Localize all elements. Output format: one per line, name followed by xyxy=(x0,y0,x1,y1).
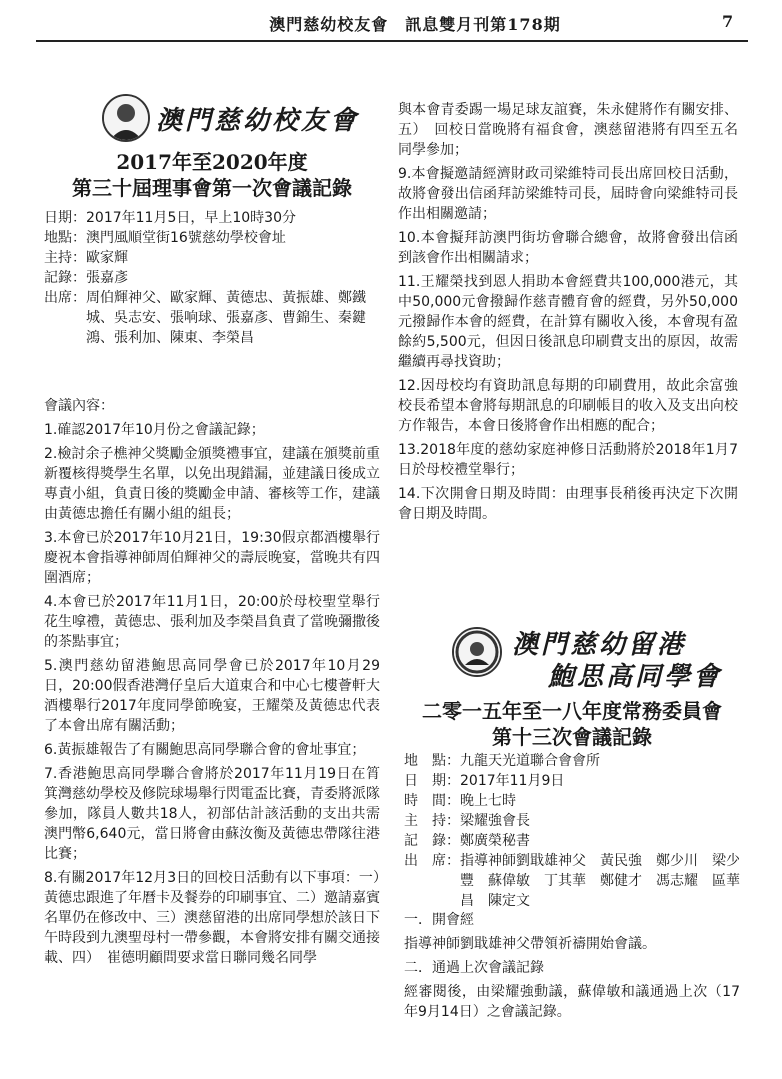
meta-row-date: 日期： 2017年11月5日，早上10時30分 xyxy=(44,210,296,226)
agenda-item: 13.2018年度的慈幼家庭神修日活動將於2018年1月7日於母校禮堂舉行； xyxy=(398,442,738,478)
meta-row-recorder: 記 錄： 鄭廣榮秘書 xyxy=(404,833,530,849)
meta-row-chair: 主 持： 梁耀強會長 xyxy=(404,813,530,829)
section-text: 經審閱後，由梁耀強動議，蘇偉敏和議通過上次（17年9月14日）之會議記錄。 xyxy=(404,984,740,1020)
agenda-item: 與本會青委踢一場足球友誼賽，朱永健將作有關安排、五） 回校日當晚將有福食會，澳慈留港將有四至五名同學參加； xyxy=(398,102,738,158)
meeting-content-right xyxy=(398,100,738,528)
meeting-content-left xyxy=(44,396,394,972)
newsletter-title: 澳門慈幼校友會 訊息雙月刊第178期 xyxy=(269,15,561,34)
agenda-item: 2.檢討余子樵神父獎勵金頒獎禮事宜，建議在頒獎前重新覆核得獎學生名單，以免出現錯漏，並建議日後成立專責小組，負責日後的獎勵金申請、審核等工作，建議由黃德忠擔任有關小組的組長； xyxy=(44,446,380,522)
meta-row-recorder: 記錄： 張嘉彥 xyxy=(44,270,128,286)
agenda-item: 6.黃振雄報告了有關鮑思高同學聯合會的會址事宜； xyxy=(44,742,366,758)
agenda-item: 14.下次開會日期及時間：由理事長稍後再決定下次開會日期及時間。 xyxy=(398,486,738,522)
meeting-meta-left xyxy=(44,208,380,348)
alumni-seal-icon xyxy=(452,627,502,677)
header-divider xyxy=(36,40,748,42)
meta-row-place: 地 點： 九龍天光道聯合會會所 xyxy=(404,753,600,769)
agenda-item: 1.確認2017年10月份之會議記錄； xyxy=(44,422,265,438)
section-heading: 一．開會經 xyxy=(404,912,474,928)
page-number: 7 xyxy=(722,12,734,31)
meta-row-attendees: 出 席： 指導神師劉戢雄神父 黃民強 鄭少川 梁少豐 蘇偉敏 丁其華 鄭健才 馮志耀 區華昌 陳定文 xyxy=(404,853,740,909)
agenda-item: 7.香港鮑思高同學聯合會將於2017年11月19日在筲箕灣慈幼學校及修院球場舉行閃電盃比賽，青委將派隊參加，隊員人數共18人，初部估計該活動的支出共需澳門幣6,640元，當日將會由蘇汝衡及黃德忠帶隊往港比賽； xyxy=(44,766,380,862)
org-name-left: 澳門慈幼校友會 xyxy=(156,106,360,136)
meeting-title-line1: 2017年至2020年度 xyxy=(116,150,308,174)
agenda-item: 5.澳門慈幼留港鮑思高同學會已於2017年10月29日，20:00假香港灣仔皇后大道東合和中心七樓薈軒大酒樓舉行2017年度同學節晚宴，王耀榮及黃德忠代表了本會出席有關活動； xyxy=(44,658,380,734)
section-heading: 二．通過上次會議記錄 xyxy=(404,960,544,976)
meta-row-time: 時 間： 晚上七時 xyxy=(404,793,516,809)
agenda-item: 11.王耀榮找到恩人捐助本會經費共100,000港元，其中50,000元會撥歸作慈青體育會的經費，另外50,000元撥歸作本會的經費，在計算有關收入後，本會現有盈餘約5,500元，但因日後訊息印刷費支出的原因，故需繼續再尋找資助； xyxy=(398,274,738,370)
agenda-item: 3.本會已於2017年10月21日，19:30假京都酒樓舉行慶祝本會指導神師周伯輝神父的壽辰晚宴，當晚共有四圍酒席； xyxy=(44,530,380,586)
portrait-logo-icon xyxy=(102,94,150,142)
meta-row-attendees: 出席： 周伯輝神父、歐家輝、黃德忠、黃振雄、鄭鐵城、吳志安、張响球、張嘉彥、曹錦生、秦鍵鴻、張利加、陳東、李榮昌 xyxy=(44,290,366,346)
meeting-sections-right xyxy=(404,910,740,1026)
meta-row-place: 地點： 澳門風順堂街16號慈幼學校會址 xyxy=(44,230,286,246)
agenda-item: 4.本會已於2017年11月1日，20:00於母校聖堂舉行花生嗱禮，黃德忠、張利加及李榮昌負責了當晚彌撒後的茶點事宜； xyxy=(44,594,380,650)
committee-title-line1: 二零一五年至一八年度常務委員會 xyxy=(422,699,722,723)
org-name-right-line2: 鮑思高同學會 xyxy=(548,662,723,692)
section-text: 指導神師劉戢雄神父帶領祈禱開始會議。 xyxy=(404,936,656,952)
page-header xyxy=(0,0,782,40)
meeting-title-line2: 第三十屆理事會第一次會議記錄 xyxy=(72,176,352,200)
meta-row-chair: 主持： 歐家輝 xyxy=(44,250,128,266)
org-name-right-line1: 澳門慈幼留港 xyxy=(512,630,687,660)
agenda-item: 10.本會擬拜訪澳門街坊會聯合總會，故將會發出信函到該會作出相關請求； xyxy=(398,230,738,266)
agenda-item: 12.因母校均有資助訊息每期的印刷費用，故此余富強校長希望本會將每期訊息的印刷帳目的收入及支出向校方作報告，本會日後將會作出相應的配合； xyxy=(398,378,738,434)
meeting-meta-right xyxy=(404,751,744,911)
committee-title-line2: 第十三次會議記錄 xyxy=(492,725,652,749)
content-heading: 會議內容： xyxy=(44,398,114,414)
agenda-item: 9.本會擬邀請經濟財政司梁維特司長出席回校日活動，故將會發出信函拜訪梁維特司長，屆時會向梁維特司長作出相關邀請； xyxy=(398,166,738,222)
meta-row-date: 日 期： 2017年11月9日 xyxy=(404,773,565,789)
agenda-item: 8.有關2017年12月3日的回校日活動有以下事項：一） 黃德忠跟進了年曆卡及餐券的印刷事宜、二）邀請嘉賓名單仍在修改中、三）澳慈留港的出席同學想於該日下午時段到九澳聖母村一帶參觀，本會將安排有關交通接載、四） 崔德明顧問要求當日聯同幾名同學 xyxy=(44,870,394,966)
